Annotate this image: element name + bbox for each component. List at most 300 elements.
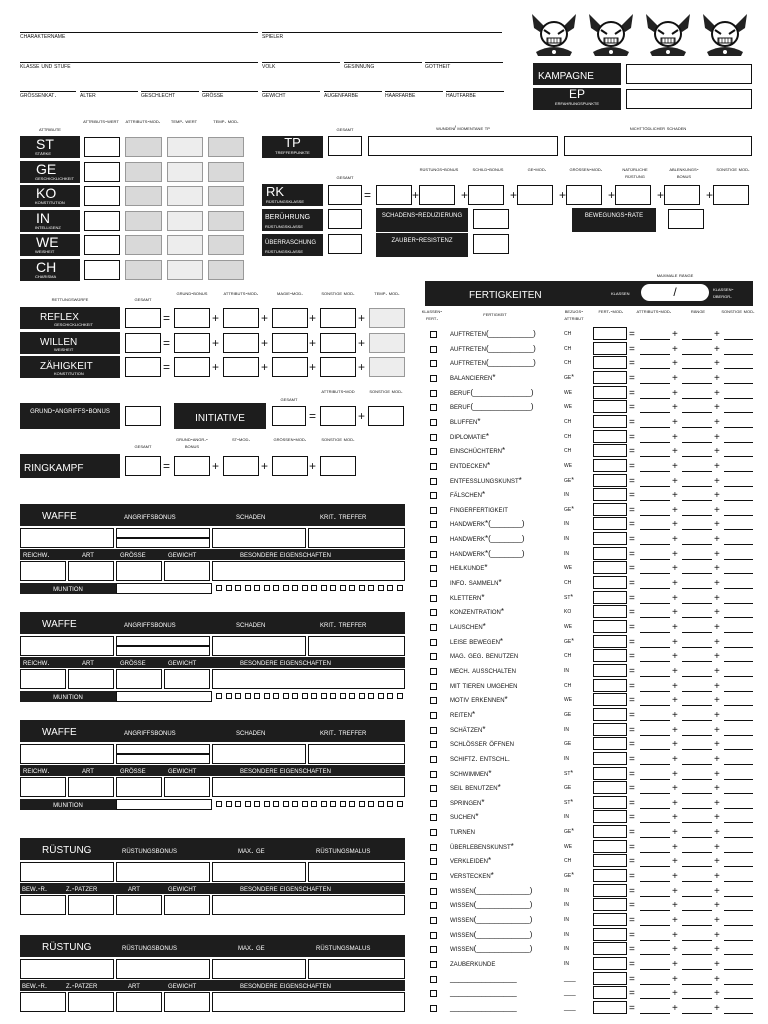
klassen-fert-checkbox[interactable]	[430, 346, 437, 353]
beruehrung-field[interactable]	[328, 209, 362, 229]
munition-checkbox[interactable]	[378, 801, 384, 807]
rk-mod-field[interactable]	[468, 185, 504, 205]
skill-mod-field[interactable]	[593, 474, 627, 487]
munition-checkbox[interactable]	[254, 693, 260, 699]
skill-mod-field[interactable]	[593, 869, 627, 882]
attr-twert-field[interactable]	[167, 260, 203, 280]
klassen-fert-checkbox[interactable]	[430, 697, 437, 704]
weapon-ab-field[interactable]	[116, 754, 210, 764]
skill-mod-field[interactable]	[593, 517, 627, 530]
klassen-fert-checkbox[interactable]	[430, 609, 437, 616]
attr-twert-field[interactable]	[167, 162, 203, 182]
label-row3-0: grössenkat.	[20, 92, 57, 99]
klassen-fert-checkbox[interactable]	[430, 536, 437, 543]
munition-checkbox[interactable]	[359, 693, 365, 699]
skill-mod-field[interactable]	[593, 986, 627, 999]
armor-detail-field[interactable]	[164, 895, 210, 915]
klassen-fert-checkbox[interactable]	[430, 360, 437, 367]
ring-field[interactable]	[174, 456, 210, 476]
skill-attribut: in	[564, 725, 569, 733]
rk-mod-field[interactable]	[517, 185, 553, 205]
klassen-fert-checkbox[interactable]	[430, 873, 437, 880]
armor-detail-field[interactable]	[116, 895, 162, 915]
rk-gesamt-field[interactable]	[328, 185, 362, 205]
rk-mod-field[interactable]	[566, 185, 602, 205]
weapon-detail-field[interactable]	[164, 669, 210, 689]
skill-mod-field[interactable]	[593, 737, 627, 750]
weapon-name-field[interactable]	[20, 744, 114, 764]
rk-mod-field[interactable]	[419, 185, 455, 205]
save-field[interactable]	[369, 333, 405, 353]
munition-checkbox[interactable]	[378, 693, 384, 699]
klassen-fert-checkbox[interactable]	[430, 829, 437, 836]
zr-field[interactable]	[473, 234, 509, 254]
skill-mod-field[interactable]	[593, 957, 627, 970]
klassen-fert-checkbox[interactable]	[430, 375, 437, 382]
save-field[interactable]	[320, 308, 356, 328]
weapon-dmg-field[interactable]	[212, 636, 306, 656]
armor-detail-field[interactable]	[68, 992, 114, 1012]
save-field[interactable]	[369, 308, 405, 328]
ring-field[interactable]	[223, 456, 259, 476]
tp-gesamt-field[interactable]	[328, 136, 362, 156]
skill-mod-field[interactable]	[593, 356, 627, 369]
weapon-detail-field[interactable]	[164, 777, 210, 797]
munition-checkbox[interactable]	[273, 801, 279, 807]
skill-mod-field[interactable]	[593, 928, 627, 941]
saves-title: rettungswürfe	[51, 297, 89, 303]
weapon-detail-field[interactable]	[212, 777, 405, 797]
skill-mod-field[interactable]	[593, 825, 627, 838]
save-field[interactable]	[125, 357, 161, 377]
skill-name: auftreten(__________)	[450, 343, 536, 353]
save-field[interactable]	[369, 357, 405, 377]
munition-checkbox[interactable]	[254, 585, 260, 591]
save-field[interactable]	[223, 357, 259, 377]
skill-mod-field[interactable]	[593, 664, 627, 677]
weapon-detail-field[interactable]	[212, 669, 405, 689]
save-field[interactable]	[174, 333, 210, 353]
save-field[interactable]	[223, 308, 259, 328]
munition-checkbox[interactable]	[226, 585, 232, 591]
attr-tmod-field[interactable]	[208, 137, 244, 157]
munition-checkbox[interactable]	[245, 693, 251, 699]
init-gesamt-field[interactable]	[272, 406, 306, 426]
weapon-name-field[interactable]	[20, 528, 114, 548]
weapon-ab-field[interactable]	[116, 636, 210, 646]
ring-field[interactable]	[272, 456, 308, 476]
skill-mod-field[interactable]	[593, 767, 627, 780]
attr-tmod-field[interactable]	[208, 186, 244, 206]
munition-field[interactable]	[116, 799, 212, 810]
armor-ab-field[interactable]	[116, 959, 210, 979]
klassen-fert-checkbox[interactable]	[430, 800, 437, 807]
attr-tmod-field[interactable]	[208, 162, 244, 182]
saves-col-5: temp. mod.	[374, 291, 400, 297]
skill-mod-field[interactable]	[593, 415, 627, 428]
klassen-fert-checkbox[interactable]	[430, 507, 437, 514]
attr-wert-field[interactable]	[84, 162, 120, 182]
skill-mod-field[interactable]	[593, 840, 627, 853]
init-attr-field[interactable]	[320, 406, 356, 426]
klassen-fert-checkbox[interactable]	[430, 888, 437, 895]
weapon-detail-field[interactable]	[116, 561, 162, 581]
munition-checkbox[interactable]	[264, 585, 270, 591]
klassen-fert-checkbox[interactable]	[430, 404, 437, 411]
attr-wert-field[interactable]	[84, 211, 120, 231]
bewegung-field[interactable]	[668, 209, 704, 229]
weapon-detail-field[interactable]	[116, 669, 162, 689]
skill-name: auftreten(__________)	[450, 329, 536, 338]
weapon-detail-field[interactable]	[20, 777, 66, 797]
skill-mod-field[interactable]	[593, 327, 627, 340]
save-field[interactable]	[272, 357, 308, 377]
skill-mod-field[interactable]	[593, 708, 627, 721]
weapon-dmg-field[interactable]	[212, 528, 306, 548]
armor-name-field[interactable]	[20, 959, 114, 979]
bab-field[interactable]	[125, 406, 161, 426]
skill-name: schätzen*	[450, 724, 486, 734]
skill-mod-field[interactable]	[593, 1001, 627, 1014]
skill-attribut: st*	[564, 798, 574, 806]
weapon-name-field[interactable]	[20, 636, 114, 656]
munition-checkbox[interactable]	[302, 585, 308, 591]
weapon-crit-field[interactable]	[308, 528, 405, 548]
weapon-ab-field[interactable]	[116, 646, 210, 656]
attr-mod-field[interactable]	[125, 162, 162, 182]
skill-attribut: ch	[564, 681, 572, 689]
munition-checkbox[interactable]	[216, 801, 222, 807]
save-field[interactable]	[125, 333, 161, 353]
munition-checkbox[interactable]	[359, 585, 365, 591]
skill-mod-field[interactable]	[593, 972, 627, 985]
munition-checkbox[interactable]	[264, 693, 270, 699]
klassen-fert-checkbox[interactable]	[430, 961, 437, 968]
klassen-fert-checkbox[interactable]	[430, 727, 437, 734]
weapon-dmg-field[interactable]	[212, 744, 306, 764]
skills-col-4: attributs-mod.	[636, 309, 672, 315]
munition-checkbox[interactable]	[330, 693, 336, 699]
munition-checkbox[interactable]	[292, 693, 298, 699]
weapon-ab-field[interactable]	[116, 538, 210, 548]
skills-col-0: klassen-fert.	[421, 309, 443, 322]
attr-tmod-field[interactable]	[208, 211, 244, 231]
klassen-fert-checkbox[interactable]	[430, 683, 437, 690]
klassen-fert-checkbox[interactable]	[430, 419, 437, 426]
munition-checkbox[interactable]	[254, 801, 260, 807]
klassen-fert-checkbox[interactable]	[430, 639, 437, 646]
klassen-fert-checkbox[interactable]	[430, 771, 437, 778]
munition-checkbox[interactable]	[387, 693, 393, 699]
attr-tmod-field[interactable]	[208, 260, 244, 280]
attr-mod-field[interactable]	[125, 137, 162, 157]
munition-checkbox[interactable]	[321, 693, 327, 699]
klassen-fert-checkbox[interactable]	[430, 492, 437, 499]
klassen-fert-checkbox[interactable]	[430, 902, 437, 909]
munition-checkbox[interactable]	[235, 693, 241, 699]
klassen-fert-checkbox[interactable]	[430, 917, 437, 924]
save-field[interactable]	[320, 333, 356, 353]
munition-checkbox[interactable]	[330, 585, 336, 591]
weapon-detail-field[interactable]	[68, 561, 114, 581]
rk-base-field[interactable]	[376, 185, 412, 205]
munition-checkbox[interactable]	[226, 693, 232, 699]
armor-malus-field[interactable]	[308, 959, 405, 979]
skill-name: schlösser öffnen	[450, 739, 514, 749]
munition-checkbox[interactable]	[340, 585, 346, 591]
skill-mod-field[interactable]	[593, 810, 627, 823]
munition-checkbox[interactable]	[397, 693, 403, 699]
munition-checkbox[interactable]	[321, 801, 327, 807]
klassen-fert-checkbox[interactable]	[430, 580, 437, 587]
munition-checkbox[interactable]	[216, 585, 222, 591]
weapon-detail-field[interactable]	[212, 561, 405, 581]
munition-checkbox[interactable]	[292, 801, 298, 807]
skill-mod-field[interactable]	[593, 488, 627, 501]
munition-checkbox[interactable]	[311, 693, 317, 699]
attr-mod-field[interactable]	[125, 260, 162, 280]
munition-checkbox[interactable]	[349, 693, 355, 699]
skill-mod-field[interactable]	[593, 854, 627, 867]
attr-mod-field[interactable]	[125, 186, 162, 206]
klassen-fert-checkbox[interactable]	[430, 331, 437, 338]
klassen-fert-checkbox[interactable]	[430, 668, 437, 675]
weapon-detail-field[interactable]	[68, 669, 114, 689]
armor-detail-field[interactable]	[164, 992, 210, 1012]
skill-row	[450, 329, 590, 339]
skill-mod-field[interactable]	[593, 503, 627, 516]
attr-twert-field[interactable]	[167, 235, 203, 255]
skill-mod-field[interactable]	[593, 679, 627, 692]
munition-checkbox[interactable]	[302, 693, 308, 699]
save-field[interactable]	[272, 308, 308, 328]
munition-checkbox[interactable]	[283, 585, 289, 591]
munition-checkbox[interactable]	[340, 801, 346, 807]
skill-mod-field[interactable]	[593, 605, 627, 618]
weapon-ab-field[interactable]	[116, 744, 210, 754]
munition-checkbox[interactable]	[321, 585, 327, 591]
munition-checkbox[interactable]	[264, 801, 270, 807]
skill-mod-field[interactable]	[593, 444, 627, 457]
klassen-fert-checkbox[interactable]	[430, 814, 437, 821]
klassen-fert-checkbox[interactable]	[430, 595, 437, 602]
skill-name: reiten*	[450, 709, 476, 719]
munition-checkbox[interactable]	[283, 801, 289, 807]
skill-attribut: ch	[564, 359, 572, 367]
skill-mod-field[interactable]	[593, 561, 627, 574]
ring-field[interactable]	[320, 456, 356, 476]
weapon-ab-field[interactable]	[116, 528, 210, 538]
kampagne-field[interactable]	[626, 64, 752, 84]
sr-field[interactable]	[473, 209, 509, 229]
skill-mod-field[interactable]	[593, 942, 627, 955]
munition-field[interactable]	[116, 583, 212, 594]
skill-mod-field[interactable]	[593, 723, 627, 736]
skill-mod-field[interactable]	[593, 898, 627, 911]
skill-mod-field[interactable]	[593, 371, 627, 384]
attr-twert-field[interactable]	[167, 211, 203, 231]
klassen-fert-checkbox[interactable]	[430, 463, 437, 470]
skill-mod-field[interactable]	[593, 400, 627, 413]
skill-mod-field[interactable]	[593, 752, 627, 765]
skill-row	[450, 446, 590, 456]
munition-checkbox[interactable]	[273, 585, 279, 591]
klassen-fert-checkbox[interactable]	[430, 990, 437, 997]
skill-mod-field[interactable]	[593, 430, 627, 443]
klassen-fert-checkbox[interactable]	[430, 1005, 437, 1012]
attr-twert-field[interactable]	[167, 186, 203, 206]
klassen-fert-checkbox[interactable]	[430, 858, 437, 865]
klassen-fert-checkbox[interactable]	[430, 932, 437, 939]
skill-name: info. sammeln*	[450, 578, 502, 588]
munition-field[interactable]	[116, 691, 212, 702]
rk-mod-field[interactable]	[713, 185, 749, 205]
munition-checkbox[interactable]	[378, 585, 384, 591]
klassen-fert-checkbox[interactable]	[430, 976, 437, 983]
attr-mod-field[interactable]	[125, 211, 162, 231]
attr-wert-field[interactable]	[84, 186, 120, 206]
weapon-detail-field[interactable]	[116, 777, 162, 797]
weapon-crit-field[interactable]	[308, 744, 405, 764]
munition-checkbox[interactable]	[387, 801, 393, 807]
weapon-detail-field[interactable]	[68, 777, 114, 797]
armor-ab-field[interactable]	[116, 862, 210, 882]
skill-mod-field[interactable]	[593, 532, 627, 545]
save-field[interactable]	[174, 308, 210, 328]
skill-mod-field[interactable]	[593, 576, 627, 589]
attr-mod-field[interactable]	[125, 235, 162, 255]
ring-field[interactable]	[125, 456, 161, 476]
skill-row	[450, 402, 590, 412]
armor-detail-field[interactable]	[68, 895, 114, 915]
armor-detail-field[interactable]	[212, 992, 405, 1012]
ueberraschung-field[interactable]	[328, 234, 362, 254]
armor-maxge-field[interactable]	[212, 862, 306, 882]
munition-checkbox[interactable]	[397, 801, 403, 807]
munition-checkbox[interactable]	[245, 801, 251, 807]
munition-checkbox[interactable]	[330, 801, 336, 807]
munition-checkbox[interactable]	[273, 693, 279, 699]
munition-checkbox[interactable]	[311, 801, 317, 807]
munition-checkbox[interactable]	[349, 801, 355, 807]
save-field[interactable]	[174, 357, 210, 377]
skill-mod-field[interactable]	[593, 635, 627, 648]
munition-checkbox[interactable]	[368, 801, 374, 807]
munition-checkbox[interactable]	[359, 801, 365, 807]
munition-checkbox[interactable]	[387, 585, 393, 591]
weapon-crit-field[interactable]	[308, 636, 405, 656]
klassen-fert-checkbox[interactable]	[430, 521, 437, 528]
munition-checkbox[interactable]	[368, 585, 374, 591]
klassen-fert-checkbox[interactable]	[430, 448, 437, 455]
klassen-fert-checkbox[interactable]	[430, 785, 437, 792]
klassen-fert-checkbox[interactable]	[430, 390, 437, 397]
armor-detail-field[interactable]	[20, 992, 66, 1012]
init-sonst-field[interactable]	[368, 406, 404, 426]
armor-detail-field[interactable]	[116, 992, 162, 1012]
save-field[interactable]	[272, 333, 308, 353]
attr-wert-field[interactable]	[84, 137, 120, 157]
munition-checkbox[interactable]	[283, 693, 289, 699]
klassen-fert-checkbox[interactable]	[430, 844, 437, 851]
klassen-fert-checkbox[interactable]	[430, 551, 437, 558]
munition-checkbox[interactable]	[349, 585, 355, 591]
munition-checkbox[interactable]	[397, 585, 403, 591]
skill-name: lauschen*	[450, 622, 486, 631]
klassen-fert-checkbox[interactable]	[430, 478, 437, 485]
armor-malus-field[interactable]	[308, 862, 405, 882]
klassen-fert-checkbox[interactable]	[430, 434, 437, 441]
save-field[interactable]	[320, 357, 356, 377]
munition-checkbox[interactable]	[216, 693, 222, 699]
weapon-detail-field[interactable]	[20, 561, 66, 581]
skill-mod-field[interactable]	[593, 386, 627, 399]
weapon-detail-field[interactable]	[164, 561, 210, 581]
munition-checkbox[interactable]	[302, 801, 308, 807]
skills-kuebergr-label: klassen-übergr.	[713, 287, 734, 300]
attr-twert-field[interactable]	[167, 137, 203, 157]
munition-checkbox[interactable]	[368, 693, 374, 699]
munition-checkbox[interactable]	[311, 585, 317, 591]
ep-field[interactable]	[626, 89, 752, 109]
tp-wunden-field[interactable]	[368, 136, 558, 156]
skill-mod-field[interactable]	[593, 620, 627, 633]
attr-wert-field[interactable]	[84, 260, 120, 280]
skill-mod-field[interactable]	[593, 342, 627, 355]
rk-mod-field[interactable]	[615, 185, 651, 205]
skill-mod-field[interactable]	[593, 649, 627, 662]
klassen-fert-checkbox[interactable]	[430, 565, 437, 572]
munition-checkbox[interactable]	[292, 585, 298, 591]
skill-mod-field[interactable]	[593, 781, 627, 794]
attr-wert-field[interactable]	[84, 235, 120, 255]
klassen-fert-checkbox[interactable]	[430, 624, 437, 631]
skill-name: verstecken*	[450, 871, 494, 881]
armor-maxge-field[interactable]	[212, 959, 306, 979]
armor-detail-field[interactable]	[20, 895, 66, 915]
klassen-fert-checkbox[interactable]	[430, 756, 437, 763]
save-field[interactable]	[125, 308, 161, 328]
skill-mod-field[interactable]	[593, 796, 627, 809]
save-field[interactable]	[223, 333, 259, 353]
munition-checkbox[interactable]	[235, 585, 241, 591]
skill-mod-field[interactable]	[593, 459, 627, 472]
skill-mod-field[interactable]	[593, 884, 627, 897]
skill-mod-field[interactable]	[593, 547, 627, 560]
skill-attribut: ch	[564, 344, 572, 352]
armor-name-field[interactable]	[20, 862, 114, 882]
skill-mod-field[interactable]	[593, 913, 627, 926]
tp-nichttoedlich-field[interactable]	[564, 136, 752, 156]
munition-checkbox[interactable]	[245, 585, 251, 591]
skill-name: verkleiden*	[450, 856, 492, 866]
skill-mod-field[interactable]	[593, 591, 627, 604]
munition-checkbox[interactable]	[226, 801, 232, 807]
skills-klassen-field[interactable]: /	[641, 284, 709, 301]
klassen-fert-checkbox[interactable]	[430, 712, 437, 719]
weapon-detail-field[interactable]	[20, 669, 66, 689]
klassen-fert-checkbox[interactable]	[430, 653, 437, 660]
attr-label-ko: KO konstitution	[20, 185, 80, 207]
attr-tmod-field[interactable]	[208, 235, 244, 255]
klassen-fert-checkbox[interactable]	[430, 741, 437, 748]
rk-mod-field[interactable]	[664, 185, 700, 205]
munition-checkbox[interactable]	[235, 801, 241, 807]
armor-detail-field[interactable]	[212, 895, 405, 915]
klassen-fert-checkbox[interactable]	[430, 946, 437, 953]
skill-mod-field[interactable]	[593, 693, 627, 706]
munition-checkbox[interactable]	[340, 693, 346, 699]
